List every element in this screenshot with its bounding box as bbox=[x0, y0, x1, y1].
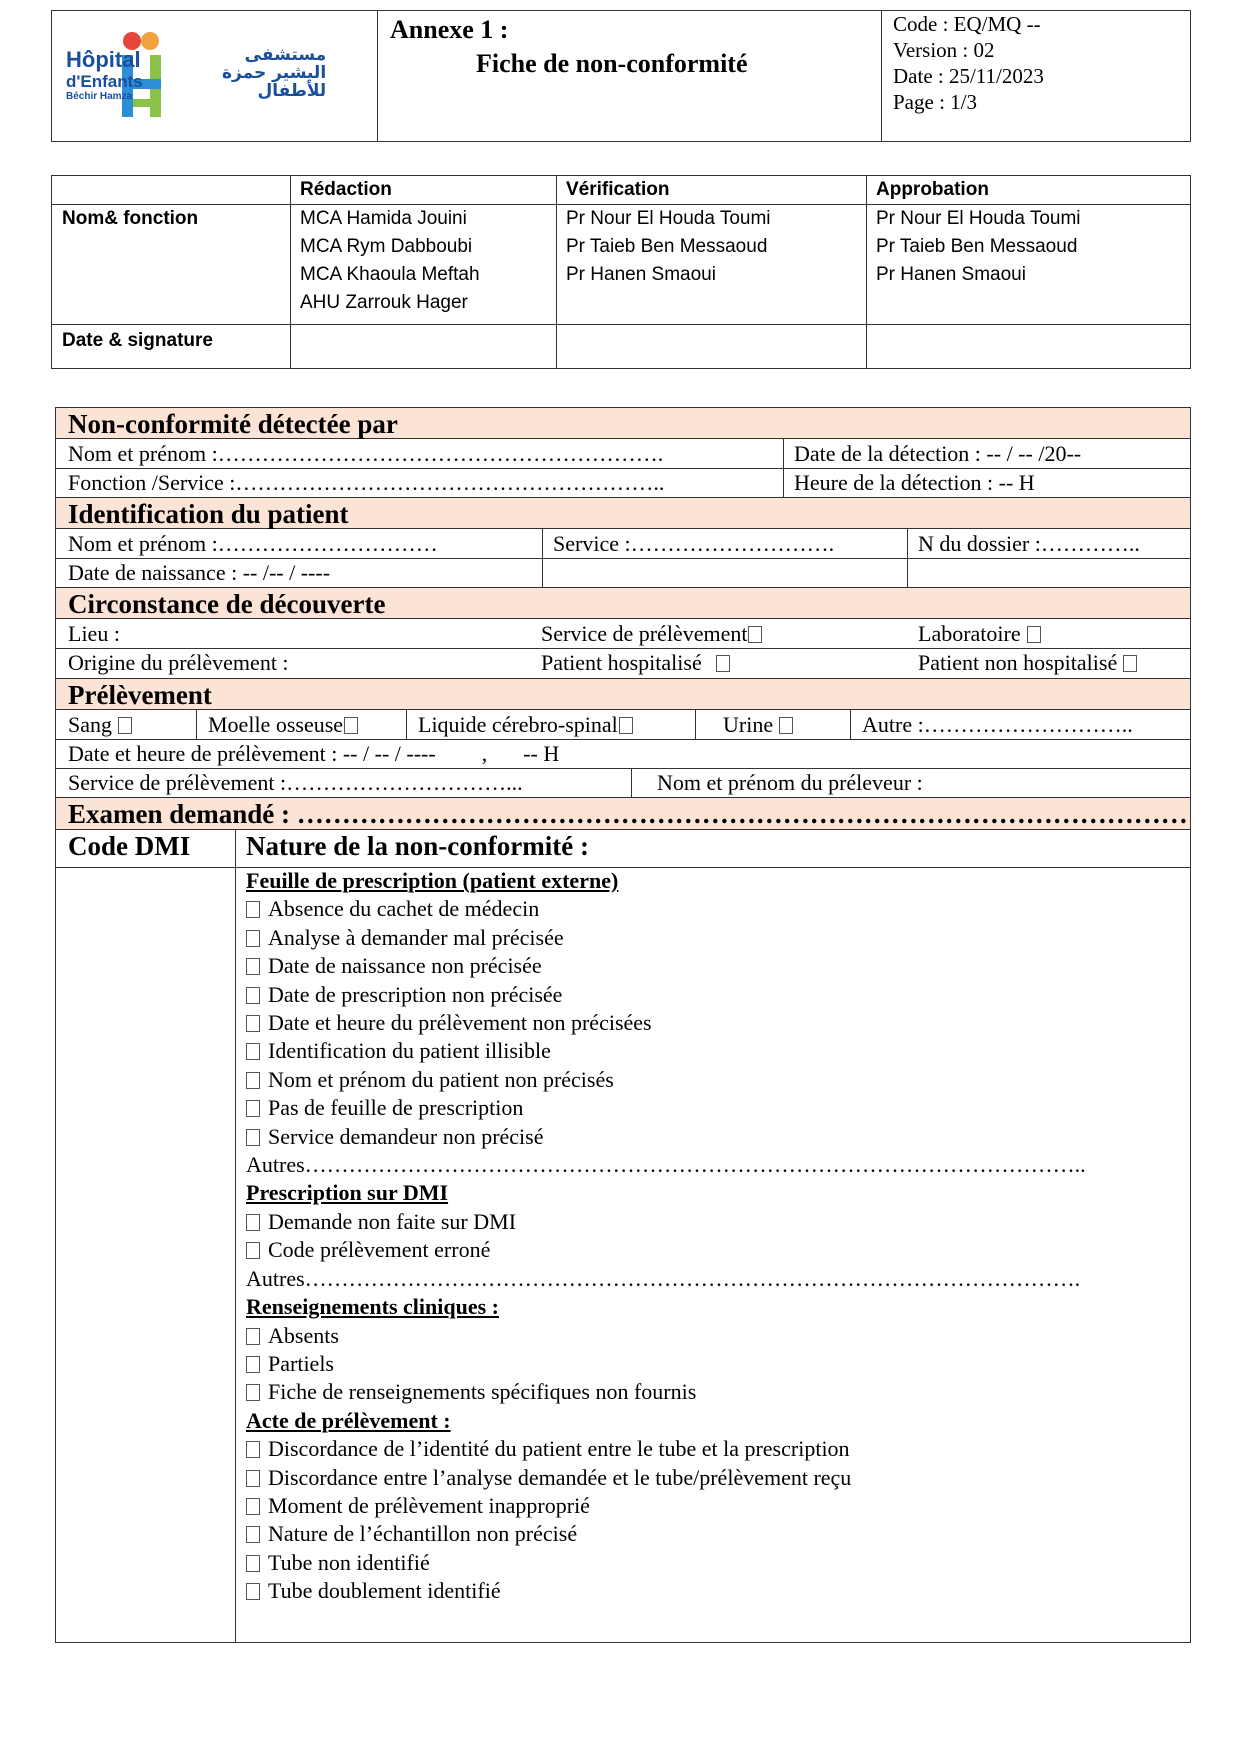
patient-name-field[interactable]: Nom et prénom :………………………… bbox=[68, 531, 438, 556]
subsection-title: Renseignements cliniques : bbox=[246, 1294, 499, 1320]
sample-type-urine[interactable]: Urine bbox=[723, 711, 793, 739]
doc-page: Page : 1/3 bbox=[893, 90, 977, 114]
checkbox-icon[interactable] bbox=[716, 655, 730, 672]
checklist-item[interactable]: Demande non faite sur DMI bbox=[246, 1208, 1186, 1236]
subsection-title: Feuille de prescription (patient externe) bbox=[246, 868, 619, 893]
title-cell bbox=[378, 11, 882, 141]
patient-service-field[interactable]: Service :………………………. bbox=[553, 531, 835, 556]
verification-signature-field[interactable] bbox=[557, 325, 866, 368]
detector-function-field[interactable]: Fonction /Service :………………………………………………….. bbox=[68, 470, 665, 495]
collector-name-field[interactable]: Nom et prénom du préleveur : bbox=[657, 770, 923, 795]
checkbox-icon[interactable] bbox=[246, 958, 260, 975]
checkbox-icon[interactable] bbox=[246, 1072, 260, 1089]
col-header-verification: Vérification bbox=[566, 179, 670, 200]
checkbox-icon[interactable] bbox=[246, 1555, 260, 1572]
doc-code: Code : EQ/MQ -- bbox=[893, 12, 1041, 36]
sample-type-bone-marrow[interactable]: Moelle osseuse bbox=[208, 711, 358, 739]
checkbox-icon[interactable] bbox=[246, 1526, 260, 1543]
checkbox-icon[interactable] bbox=[619, 717, 633, 734]
col-header-redaction: Rédaction bbox=[300, 179, 392, 200]
verification-list: Pr Nour El Houda Toumi Pr Taieb Ben Messaoud Pr Hanen Smaoui bbox=[566, 208, 771, 285]
section-title: Prélèvement bbox=[68, 680, 212, 710]
origin-option-outpatient[interactable]: Patient non hospitalisé bbox=[918, 649, 1137, 677]
non-conformity-form bbox=[55, 407, 1191, 1643]
section-exam bbox=[56, 797, 1190, 830]
checkbox-icon[interactable] bbox=[246, 1242, 260, 1259]
checkbox-icon[interactable] bbox=[1027, 626, 1041, 643]
redaction-signature-field[interactable] bbox=[291, 325, 556, 368]
checkbox-icon[interactable] bbox=[246, 1356, 260, 1373]
doc-version: Version : 02 bbox=[893, 38, 995, 62]
approbation-list: Pr Nour El Houda Toumi Pr Taieb Ben Messaoud Pr Hanen Smaoui bbox=[876, 208, 1081, 285]
checkbox-icon[interactable] bbox=[246, 1015, 260, 1032]
checkbox-icon[interactable] bbox=[118, 717, 132, 734]
section-title: Identification du patient bbox=[68, 499, 349, 529]
hospital-logo bbox=[52, 11, 378, 141]
place-option-sampling-service[interactable]: Service de prélèvement bbox=[541, 620, 762, 648]
checkbox-icon[interactable] bbox=[246, 901, 260, 918]
patient-birthdate-field[interactable]: Date de naissance : -- /-- / ---- bbox=[68, 560, 331, 585]
checkbox-icon[interactable] bbox=[246, 1470, 260, 1487]
subsection-title: Prescription sur DMI bbox=[246, 1180, 449, 1206]
other-field[interactable]: Autres……………………………………………………………………………………………. bbox=[246, 1265, 1081, 1291]
section-circumstance bbox=[56, 587, 1190, 619]
logo-text-ar: مستشفى البشير حمزة للأطفال bbox=[222, 45, 327, 101]
row-label-date-signature: Date & signature bbox=[62, 330, 213, 351]
detector-name-field[interactable]: Nom et prénom :……………………………………………………. bbox=[68, 441, 664, 466]
section-detected-by bbox=[56, 407, 1190, 439]
checkbox-icon[interactable] bbox=[246, 1583, 260, 1600]
checklist-item[interactable]: Nom et prénom du patient non précisés bbox=[246, 1066, 1186, 1094]
origin-option-hospitalized[interactable]: Patient hospitalisé bbox=[541, 649, 730, 677]
checklist-item[interactable]: Partiels bbox=[246, 1350, 1186, 1378]
checklist-item[interactable]: Date et heure du prélèvement non précisées bbox=[246, 1009, 1186, 1037]
section-title: Non-conformité détectée par bbox=[68, 409, 398, 439]
checkbox-icon[interactable] bbox=[246, 987, 260, 1004]
checkbox-icon[interactable] bbox=[246, 1498, 260, 1515]
checkbox-icon[interactable] bbox=[246, 1214, 260, 1231]
annex-label: Annexe 1 : bbox=[390, 15, 509, 44]
other-field[interactable]: Autres…………………………………………………………………………………………….. bbox=[246, 1152, 1086, 1178]
sample-type-csf[interactable]: Liquide cérebro-spinal bbox=[418, 711, 633, 739]
checklist-item[interactable]: Moment de prélèvement inapproprié bbox=[246, 1492, 1186, 1520]
patient-file-number-field[interactable]: N du dossier :………….. bbox=[918, 531, 1140, 556]
nature-header: Nature de la non-conformité : bbox=[246, 831, 589, 861]
checklist-item[interactable]: Service demandeur non précisé bbox=[246, 1123, 1186, 1151]
checklist-item[interactable]: Date de naissance non précisée bbox=[246, 952, 1186, 980]
place-option-laboratory[interactable]: Laboratoire bbox=[918, 620, 1041, 648]
document-header bbox=[51, 10, 1191, 142]
checklist-item[interactable]: Analyse à demander mal précisée bbox=[246, 924, 1186, 952]
checkbox-icon[interactable] bbox=[1123, 655, 1137, 672]
checklist-item[interactable]: Absents bbox=[246, 1322, 1186, 1350]
checklist-item[interactable]: Discordance de l’identité du patient entre le tube et la prescription bbox=[246, 1435, 1186, 1463]
checkbox-icon[interactable] bbox=[246, 1384, 260, 1401]
checklist-item[interactable]: Fiche de renseignements spécifiques non fournis bbox=[246, 1378, 1186, 1406]
checkbox-icon[interactable] bbox=[748, 626, 762, 643]
exam-requested-field[interactable]: Examen demandé : ……………………………………………………………………………………… bbox=[68, 799, 1188, 829]
checkbox-icon[interactable] bbox=[246, 930, 260, 947]
checklist-item[interactable]: Tube non identifié bbox=[246, 1549, 1186, 1577]
document-meta bbox=[882, 11, 1190, 141]
checkbox-icon[interactable] bbox=[246, 1129, 260, 1146]
checkbox-icon[interactable] bbox=[246, 1043, 260, 1060]
checkbox-icon[interactable] bbox=[779, 717, 793, 734]
nature-checklist bbox=[246, 867, 1186, 1606]
code-dmi-header: Code DMI bbox=[68, 831, 191, 861]
detection-date-field[interactable]: Date de la détection : -- / -- /20-- bbox=[794, 441, 1082, 466]
section-patient bbox=[56, 497, 1190, 529]
checklist-item[interactable]: Date de prescription non précisée bbox=[246, 981, 1186, 1009]
checklist-item[interactable]: Discordance entre l’analyse demandée et le tube/prélèvement reçu bbox=[246, 1464, 1186, 1492]
approbation-signature-field[interactable] bbox=[867, 325, 1190, 368]
signature-table bbox=[51, 175, 1191, 369]
code-dmi-field[interactable] bbox=[57, 868, 235, 1642]
checklist-item[interactable]: Tube doublement identifié bbox=[246, 1577, 1186, 1605]
section-sample bbox=[56, 678, 1190, 710]
checkbox-icon[interactable] bbox=[246, 1441, 260, 1458]
sampling-service-field[interactable]: Service de prélèvement :…………………………... bbox=[68, 770, 523, 795]
sample-type-other-field[interactable]: Autre :……………………….. bbox=[862, 712, 1133, 737]
subsection-title: Acte de prélèvement : bbox=[246, 1407, 451, 1433]
place-label: Lieu : bbox=[68, 621, 120, 646]
checklist-item[interactable]: Absence du cachet de médecin bbox=[246, 895, 1186, 923]
sample-datetime-field[interactable]: Date et heure de prélèvement : -- / -- / ---- , -- H bbox=[68, 741, 560, 766]
row-label-name-function: Nom& fonction bbox=[62, 208, 199, 229]
checklist-item[interactable]: Identification du patient illisible bbox=[246, 1037, 1186, 1065]
logo-text-fr: Hôpital d'Enfants Béchir Hamza bbox=[66, 47, 143, 102]
checkbox-icon[interactable] bbox=[246, 1328, 260, 1345]
document-title: Fiche de non-conformité bbox=[476, 49, 748, 78]
doc-date: Date : 25/11/2023 bbox=[893, 64, 1044, 88]
detection-time-field[interactable]: Heure de la détection : -- H bbox=[794, 470, 1035, 495]
redaction-list: MCA Hamida Jouini MCA Rym Dabboubi MCA Khaoula Meftah AHU Zarrouk Hager bbox=[300, 208, 480, 313]
origin-label: Origine du prélèvement : bbox=[68, 650, 289, 675]
checklist-item[interactable]: Pas de feuille de prescription bbox=[246, 1094, 1186, 1122]
col-header-approbation: Approbation bbox=[876, 179, 989, 200]
checkbox-icon[interactable] bbox=[344, 717, 358, 734]
checkbox-icon[interactable] bbox=[246, 1100, 260, 1117]
section-title: Circonstance de découverte bbox=[68, 589, 386, 619]
sample-type-blood[interactable]: Sang bbox=[68, 711, 132, 739]
checklist-item[interactable]: Code prélèvement erroné bbox=[246, 1236, 1186, 1264]
checklist-item[interactable]: Nature de l’échantillon non précisé bbox=[246, 1520, 1186, 1548]
